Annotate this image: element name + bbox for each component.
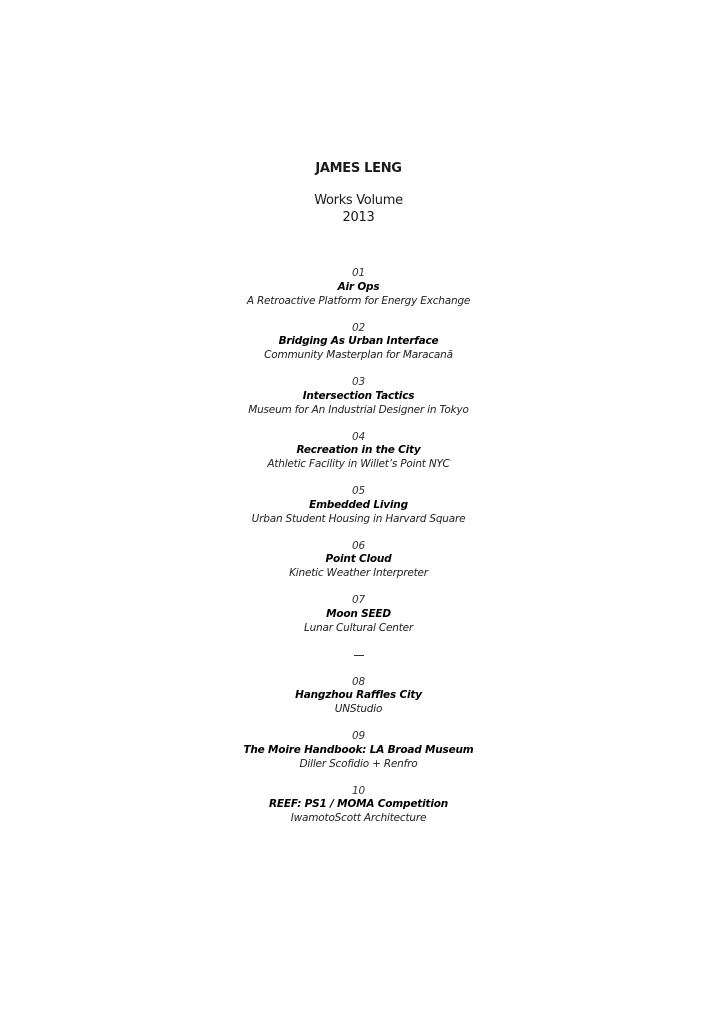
project-number: 09 bbox=[352, 730, 365, 742]
project-number: 02 bbox=[352, 321, 365, 334]
project-entry-07 bbox=[0, 594, 717, 649]
project-number: 05 bbox=[352, 485, 365, 497]
project-title: Embedded Living bbox=[309, 498, 408, 511]
title-block bbox=[0, 158, 717, 226]
project-entry-04 bbox=[0, 431, 717, 486]
project-description: Museum for An Industrial Designer in Tokyo bbox=[248, 403, 469, 416]
project-title: Air Ops bbox=[337, 280, 380, 293]
project-office: Diller Scofidio + Renfro bbox=[299, 757, 418, 770]
volume-title: Works Volume bbox=[314, 193, 403, 208]
project-number: 10 bbox=[352, 784, 365, 797]
project-office: UNStudio bbox=[334, 703, 383, 716]
project-number: 01 bbox=[352, 267, 365, 279]
project-title: REEF: PS1 / MOMA Competition bbox=[268, 798, 449, 811]
volume-year: 2013 bbox=[342, 210, 375, 225]
project-title: Bridging As Urban Interface bbox=[278, 335, 439, 348]
collaboration-entry-09 bbox=[0, 730, 717, 785]
author-name: JAMES LENG bbox=[315, 161, 402, 176]
section-divider bbox=[0, 649, 717, 676]
project-description: Urban Student Housing in Harvard Square bbox=[251, 512, 466, 525]
project-title: Moon SEED bbox=[326, 607, 391, 620]
project-number: 08 bbox=[352, 675, 365, 688]
project-entry-03 bbox=[0, 376, 717, 431]
project-title: Hangzhou Raffles City bbox=[295, 689, 422, 702]
dash-rule bbox=[354, 655, 364, 656]
project-number: 03 bbox=[352, 376, 365, 388]
project-title: Recreation in the City bbox=[296, 444, 421, 457]
project-description: Community Masterplan for Maracanã bbox=[264, 349, 453, 362]
project-number: 04 bbox=[352, 430, 365, 443]
project-description: Lunar Cultural Center bbox=[303, 621, 414, 634]
project-number: 07 bbox=[352, 594, 365, 606]
collaboration-entry-08 bbox=[0, 676, 717, 731]
project-description: Kinetic Weather Interpreter bbox=[289, 567, 428, 580]
project-description: A Retroactive Platform for Energy Exchange bbox=[246, 294, 471, 307]
project-title: Point Cloud bbox=[325, 553, 392, 566]
project-entry-06 bbox=[0, 540, 717, 595]
project-title: Intersection Tactics bbox=[302, 389, 415, 402]
project-number: 06 bbox=[352, 539, 365, 552]
table-of-contents bbox=[0, 267, 717, 839]
project-description: Athletic Facility in Willet’s Point NYC bbox=[267, 458, 450, 471]
project-entry-01 bbox=[0, 267, 717, 322]
project-entry-02 bbox=[0, 322, 717, 377]
project-title: The Moire Handbook: LA Broad Museum bbox=[243, 743, 474, 756]
collaboration-entry-10 bbox=[0, 785, 717, 840]
project-entry-05 bbox=[0, 485, 717, 540]
project-office: IwamotoScott Architecture bbox=[290, 812, 427, 825]
